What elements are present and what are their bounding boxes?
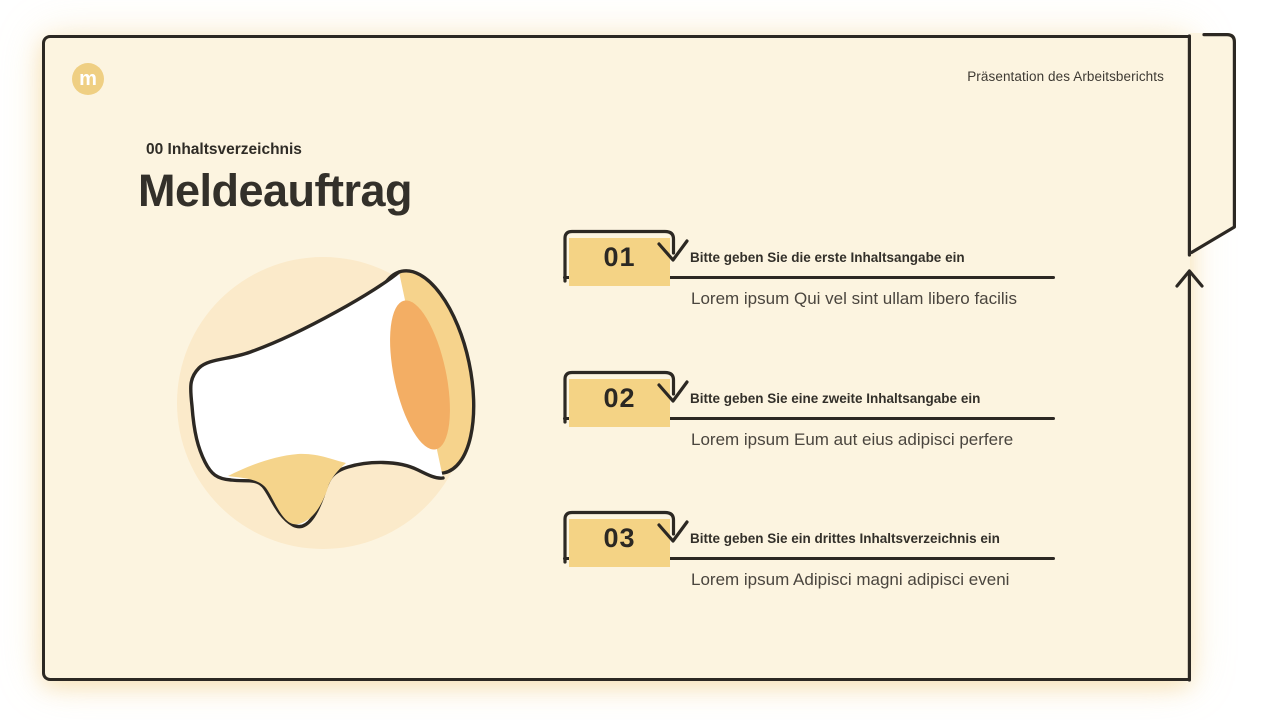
toc-item-row — [563, 510, 1055, 606]
page-fold-shape — [1190, 33, 1236, 254]
toc-item-row — [563, 229, 1055, 325]
item-number: 02 — [603, 382, 636, 413]
item-label-placeholder[interactable]: Bitte geben Sie die erste Inhaltsangabe ein — [690, 250, 965, 265]
item-number: 01 — [603, 241, 636, 272]
item-label-placeholder[interactable]: Bitte geben Sie eine zweite Inhaltsangabe ein — [690, 391, 981, 406]
brand-logo-letter: m — [79, 68, 97, 90]
section-kicker: 00 Inhaltsverzeichnis — [146, 141, 302, 158]
item-body-placeholder[interactable]: Lorem ipsum Adipisci magni adipisci eveni — [691, 570, 1010, 589]
toc-item-row — [563, 370, 1055, 466]
item-label-placeholder[interactable]: Bitte geben Sie ein drittes Inhaltsverzeichnis ein — [690, 531, 1000, 546]
header-note: Präsentation des Arbeitsberichts — [967, 69, 1164, 84]
item-body-placeholder[interactable]: Lorem ipsum Eum aut eius adipisci perfere — [691, 430, 1014, 449]
item-body-placeholder[interactable]: Lorem ipsum Qui vel sint ullam libero facilis — [691, 289, 1017, 308]
brand-logo — [72, 63, 104, 95]
page-fold-and-arrow — [1160, 0, 1270, 700]
item-number: 03 — [603, 522, 636, 553]
page-title: Meldeauftrag — [138, 165, 413, 216]
megaphone-illustration — [153, 248, 493, 558]
